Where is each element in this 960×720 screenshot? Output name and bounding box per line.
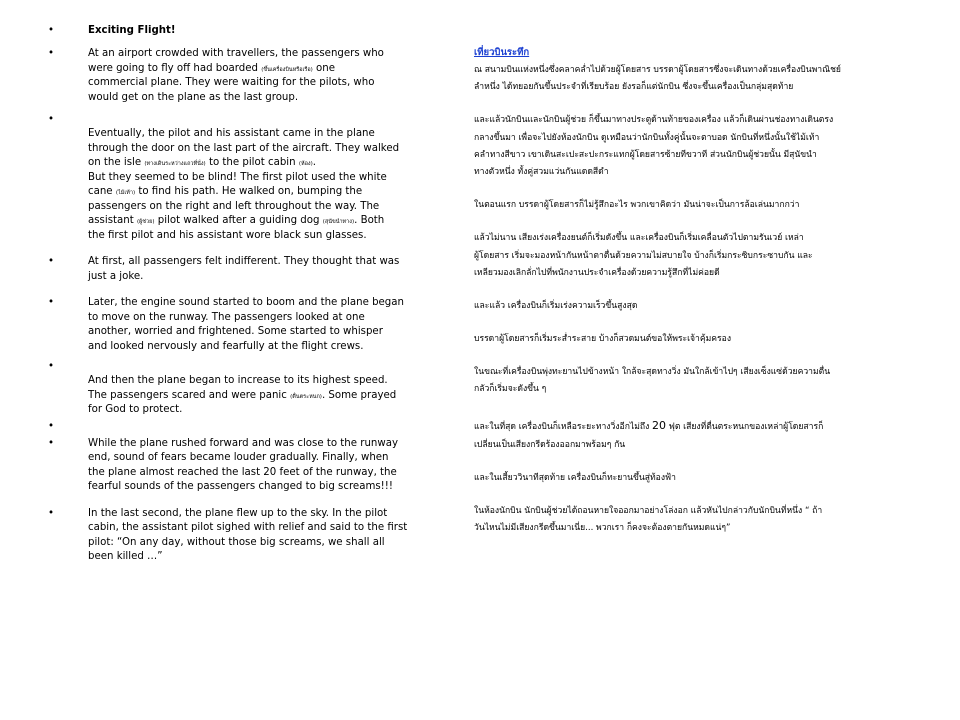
bullet-dot: • — [48, 256, 55, 268]
bullet-item-empty — [48, 420, 428, 434]
thai-paragraph: และแล้ว เครื่องบินก็เริ่มเร่งความเร็วขึ้นสูงสุด — [474, 300, 638, 311]
thai-story-title: เที่ยวบินระทึก — [474, 47, 530, 58]
bullet-text: In the last second, the plane flew up to the sky. In the pilot cabin, the assistant pilot sighed with relief and said to the first pilot: “On any day, without those big screams, we shall all been killed …” — [88, 507, 408, 563]
bullet-item-title — [48, 24, 428, 38]
bullet-text: While the plane rushed forward and was close to the runway end, sound of fears became louder gradually. Finally, when the plane almost reached the last 20 feet of the runway, the fearful sounds of the passengers changed to big screams!!! — [88, 437, 398, 493]
bullet-text: At first, all passengers felt indifferent. They thought that was just a joke. — [88, 256, 400, 282]
bullet-item-pilots — [48, 113, 428, 243]
thai-paragraph: ณ สนามบินแห่งหนึ่งซึ่งคลาคล่ำไปด้วยผู้โดยสาร บรรดาผู้โดยสารซึ่งจะเดินทางด้วยเครื่องบินพาณิชย์ ลำหนึ่ง ได้ทยอยกันขึ้นประจำที่เรียบร้อย ยังรอก็แต่นักบิน ซึ่งจะขึ้นเครื่องเป็นกลุ่มสุดท้าย — [474, 65, 841, 93]
thai-gloss: (ไม้เท้า) — [115, 190, 136, 197]
bullet-dot: • — [48, 114, 55, 126]
bullet-text: At an airport crowded with travellers, the passengers who were going to fly off had boarded (ขึ้นเครื่องบินหรือเรือ) one commercial plane. They were waiting for the pilots, who would get on the plane as the last group. — [88, 48, 384, 103]
thai-paragraph: แล้วไม่นาน เสียงเร่งเครื่องยนต์ก็เริ่มดังขึ้น และเครื่องบินก็เริ่มเคลื่อนตัวไปตามรันเวย์ เหล่า ผู้โดยสาร เริ่มจะมองหน้ากันหน้าตาตื่นด้วยความไม่สบายใจ บ้างก็เริ่มกระซิบกระซาบกัน และ เหลียวมองเลิกลั่กไปที่พนักงานประจำเครื่องด้วยความรู้สึกที่ไม่ค่อยดี — [474, 233, 813, 278]
bullet-text: Eventually, the pilot and his assistant came in the plane through the door on the last part of the aircraft. They walked on the isle (ทางเดินระหว่างแถวที่นั่ง) to the pilot cabin (ห้อง). But they seemed to be blind! The first pilot used the white cane (ไม้เท้า) to find his path. He walked on, bumping the passengers on the right and left throughout the way. The assistant (ผู้ช่วย) pilot walked after a guiding dog (สุนัขนำทาง). Both the first pilot and his assistant wore black sun glasses. — [88, 128, 400, 241]
thai-translation-column — [474, 43, 924, 553]
thai-gloss: (ขึ้นเครื่องบินหรือเรือ) — [261, 66, 313, 73]
thai-paragraphs — [474, 62, 924, 537]
bullet-item-runway — [48, 437, 428, 495]
bullet-text: Later, the engine sound started to boom and the plane began to move on the runway. The passengers looked at one another, worried and frightened. Some started to whisper and looked nervously and fearfully at the flight crews. — [88, 297, 404, 352]
bullet-text: And then the plane began to increase to its highest speed. The passengers scared and were panic (ตื่นตระหนก). Some prayed for God to protect. — [88, 375, 397, 416]
bullet-dot: • — [48, 48, 55, 60]
thai-paragraph: และในที่สุด เครื่องบินก็เหลือระยะทางวิ่งอีกไม่ถึง 20 ฟุต เสียงที่ตื่นตระหนกของเหล่าผู้โดยสารก็ เปลี่ยนเป็นเสียงกรีดร้องออกมาพร้อมๆ กัน — [474, 418, 824, 450]
thai-paragraph: ในตอนแรก บรรดาผู้โดยสารก็ไม่รู้สึกอะไร พวกเขาคิดว่า มันน่าจะเป็นการล้อเล่นมากกว่า — [474, 200, 800, 211]
bullet-dot: • — [48, 437, 55, 449]
bullet-item-indifferent — [48, 255, 428, 284]
thai-gloss: (ทางเดินระหว่างแถวที่นั่ง) — [144, 161, 206, 168]
thai-gloss: (สุนัขนำทาง) — [322, 219, 355, 226]
bullet-item-speed — [48, 360, 428, 417]
distance-number: 20 — [652, 418, 667, 432]
bullet-item-engine — [48, 296, 428, 354]
thai-paragraph: ในห้องนักบิน นักบินผู้ช่วยได้ถอนหายใจออกมาอย่างโล่งอก แล้วหันไปกล่าวกับนักบินที่หนึ่ง “ ถ้า วันไหนไม่มีเสียงกรีดขึ้นมาเนี่ย... พวกเรา ก็คงจะต้องตายกันหมดแน่ๆ” — [474, 506, 823, 534]
bullet-dot: • — [48, 297, 55, 309]
story-title: Exciting Flight! — [88, 25, 176, 36]
thai-paragraph: ในขณะที่เครื่องบินพุ่งทะยานไปข้างหน้า ใกล้จะสุดทางวิ่ง มันใกล้เข้าไปๆ เสียงเซ็งแซ่ด้วยความตื่น กลัวก็เริ่มจะดังขึ้น ๆ — [474, 367, 831, 395]
thai-paragraph: และในเสี้ยววินาทีสุดท้าย เครื่องบินก็ทะยานขึ้นสู่ท้องฟ้า — [474, 472, 676, 483]
bullet-item-airport — [48, 47, 428, 105]
bullet-dot: • — [48, 361, 55, 373]
bullet-dot: • — [48, 420, 55, 432]
bullet-dot: • — [48, 507, 55, 519]
thai-gloss: (ผู้ช่วย) — [136, 219, 155, 226]
bullet-item-last-second — [48, 507, 428, 565]
thai-paragraph: และแล้วนักบินและนักบินผู้ช่วย ก็ขึ้นมาทางประตูด้านท้ายของเครื่อง แล้วก็เดินผ่านช่องทางเดินตรง กลางขึ้นมา เพื่อจะไปยังห้องนักบิน ดูเหมือนว่านักบินทั้งคู่นั้นจะตาบอด นักบินที่หนึ่งนั้นใช้ไม้เท้า คลำทางสีขาว เขาเดินสะเปะสะปะกระแทกผู้โดยสารซ้ายทีขวาที ส่วนนักบินผู้ช่วยนั้น มีสุนัขนำ ทางตัวหนึ่ง ทั้งคู่สวมแว่นกันแดดสีดำ — [474, 115, 834, 177]
thai-paragraph: บรรดาผู้โดยสารก็เริ่มระส่ำระสาย บ้างก็สวดมนต์ขอให้พระเจ้าคุ้มครอง — [474, 334, 732, 345]
english-story-column — [48, 24, 428, 565]
bullet-dot: • — [48, 25, 55, 36]
thai-gloss: (ตื่นตระหนก) — [290, 393, 322, 400]
thai-gloss: (ห้อง) — [298, 161, 313, 168]
